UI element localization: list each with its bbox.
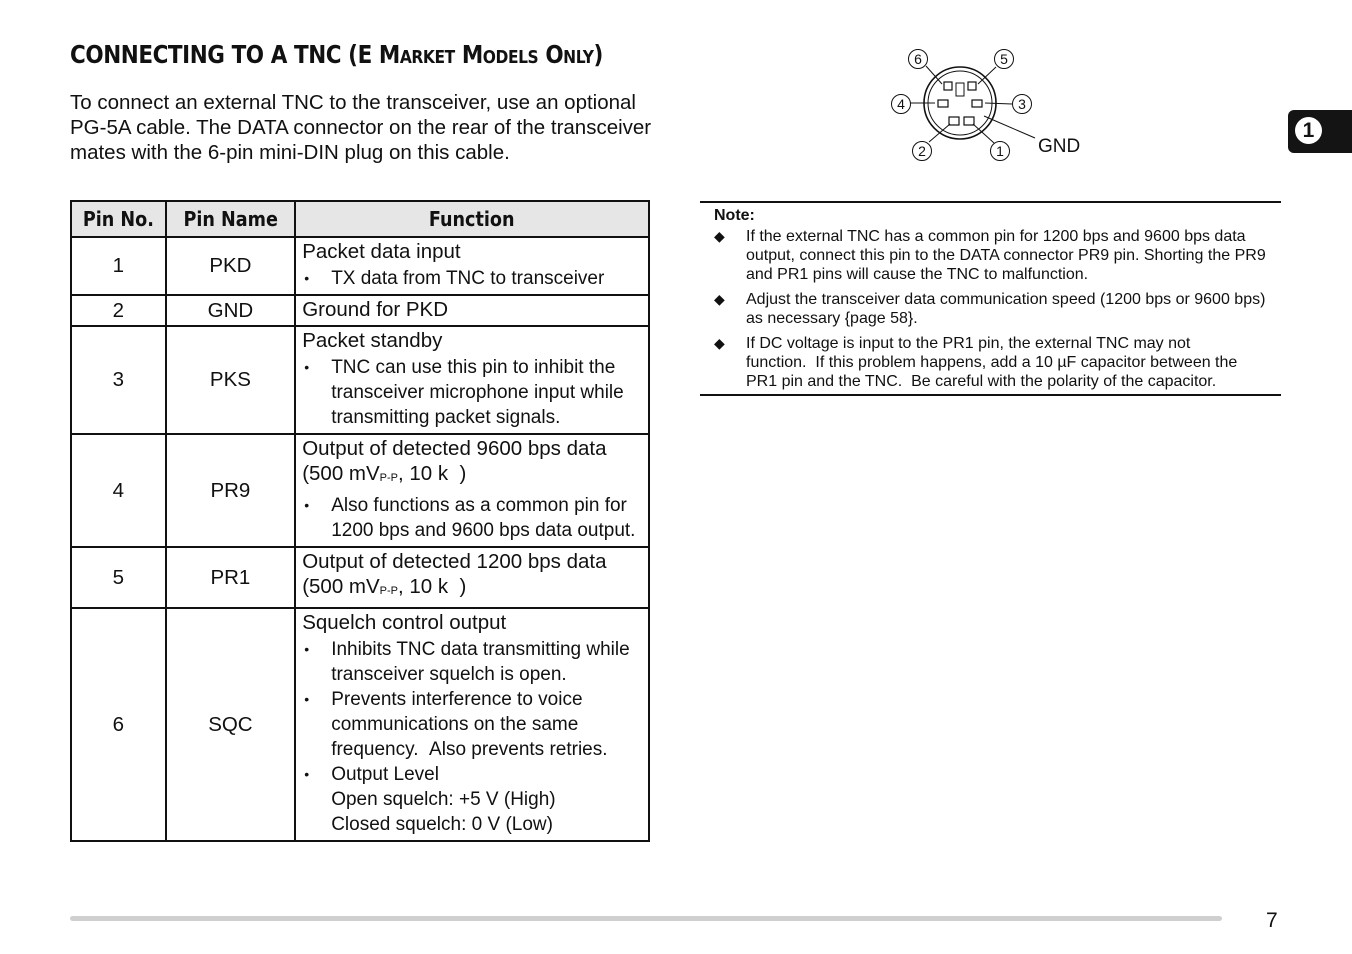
pin-label-1: 1 bbox=[996, 143, 1004, 159]
pin-number: 6 bbox=[71, 608, 166, 841]
pin-function bbox=[295, 326, 649, 434]
diamond-bullet-icon: ◆ bbox=[714, 291, 725, 307]
diamond-bullet-icon: ◆ bbox=[714, 228, 725, 244]
pin-name: SQC bbox=[166, 608, 296, 841]
pin-name: PR1 bbox=[166, 547, 296, 608]
function-bullet: • Prevents interference to voice communications on the same frequency. Also prevents retries. bbox=[302, 687, 642, 762]
page-number: 7 bbox=[1266, 909, 1278, 932]
function-title: Output of detected 9600 bps data (500 mVP-P, 10 k ) bbox=[302, 437, 607, 485]
pin-label-3: 3 bbox=[1018, 96, 1026, 112]
note-item: ◆ If the external TNC has a common pin for 1200 bps and 9600 bps data output, connect this pin to the DATA connector PR9 pin. Shorting the PR9 and PR1 pins will cause the TNC to malfunction. bbox=[714, 228, 1266, 283]
connector-key bbox=[956, 83, 964, 96]
pin-number: 5 bbox=[71, 547, 166, 608]
pin-label-2: 2 bbox=[918, 143, 926, 159]
pin-function bbox=[295, 547, 649, 608]
note-item: ◆ Adjust the transceiver data communication speed (1200 bps or 9600 bps) as necessary {page 58}. bbox=[714, 291, 1266, 327]
table-row bbox=[71, 434, 649, 547]
connector-pins bbox=[938, 82, 982, 125]
pin-number: 4 bbox=[71, 434, 166, 547]
table-row bbox=[71, 326, 649, 434]
pin-number: 2 bbox=[71, 295, 166, 326]
table-row bbox=[71, 295, 649, 326]
pin-function bbox=[295, 295, 649, 326]
chapter-tab bbox=[1288, 110, 1352, 153]
header-pin-no: Pin No. bbox=[71, 201, 166, 237]
function-title: Packet data input bbox=[302, 240, 461, 263]
pin-number: 1 bbox=[71, 237, 166, 295]
table-row bbox=[71, 608, 649, 841]
function-bullet: • Output Level Open squelch: +5 V (High) Closed squelch: 0 V (Low) bbox=[302, 762, 642, 837]
pin-table-header-row bbox=[71, 201, 649, 237]
pin-function bbox=[295, 608, 649, 841]
intro-paragraph: To connect an external TNC to the transceiver, use an optional PG-5A cable. The DATA connector on the rear of the transceiver mates with the 6-pin mini-DIN plug on this cable. bbox=[70, 91, 652, 164]
table-row bbox=[71, 547, 649, 608]
table-row bbox=[71, 237, 649, 295]
pin-name: GND bbox=[166, 295, 296, 326]
function-title: Output of detected 1200 bps data (500 mVP-P, 10 k ) bbox=[302, 550, 607, 598]
pin-label-5: 5 bbox=[1000, 51, 1008, 67]
pin-table bbox=[70, 200, 650, 842]
pin-label-4: 4 bbox=[897, 96, 905, 112]
function-bullet: • TNC can use this pin to inhibit the transceiver microphone input while transmitting packet signals. bbox=[302, 355, 642, 430]
diamond-bullet-icon: ◆ bbox=[714, 335, 725, 351]
function-title: Ground for PKD bbox=[302, 298, 449, 321]
function-bullet: • Inhibits TNC data transmitting while transceiver squelch is open. bbox=[302, 637, 642, 687]
pin-label-6: 6 bbox=[914, 51, 922, 67]
function-title: Packet standby bbox=[302, 329, 443, 352]
pin-name: PR9 bbox=[166, 434, 296, 547]
footer-rule bbox=[70, 916, 1222, 921]
section-heading: CONNECTING TO A TNC (E MARKET MODELS ONLY) bbox=[70, 40, 603, 69]
function-bullet: • Also functions as a common pin for 1200 bps and 9600 bps data output. bbox=[302, 493, 642, 543]
note-box bbox=[700, 201, 1281, 396]
function-bullet: • TX data from TNC to transceiver bbox=[302, 266, 642, 291]
gnd-label: GND bbox=[1038, 136, 1081, 157]
chapter-number-icon: 1 bbox=[1295, 117, 1322, 144]
pin-number: 3 bbox=[71, 326, 166, 434]
pin-name: PKS bbox=[166, 326, 296, 434]
pin-function bbox=[295, 237, 649, 295]
function-title: Squelch control output bbox=[302, 611, 507, 634]
header-pin-name: Pin Name bbox=[166, 201, 296, 237]
pin-name: PKD bbox=[166, 237, 296, 295]
note-item: ◆ If DC voltage is input to the PR1 pin, the external TNC may not function. If this problem happens, add a 10 µF capacitor between the PR1 pin and the TNC. Be careful with the polarity of the capacitor. bbox=[714, 335, 1238, 390]
header-function: Function bbox=[295, 201, 649, 237]
note-title: Note: bbox=[714, 207, 755, 224]
pin-function bbox=[295, 434, 649, 547]
